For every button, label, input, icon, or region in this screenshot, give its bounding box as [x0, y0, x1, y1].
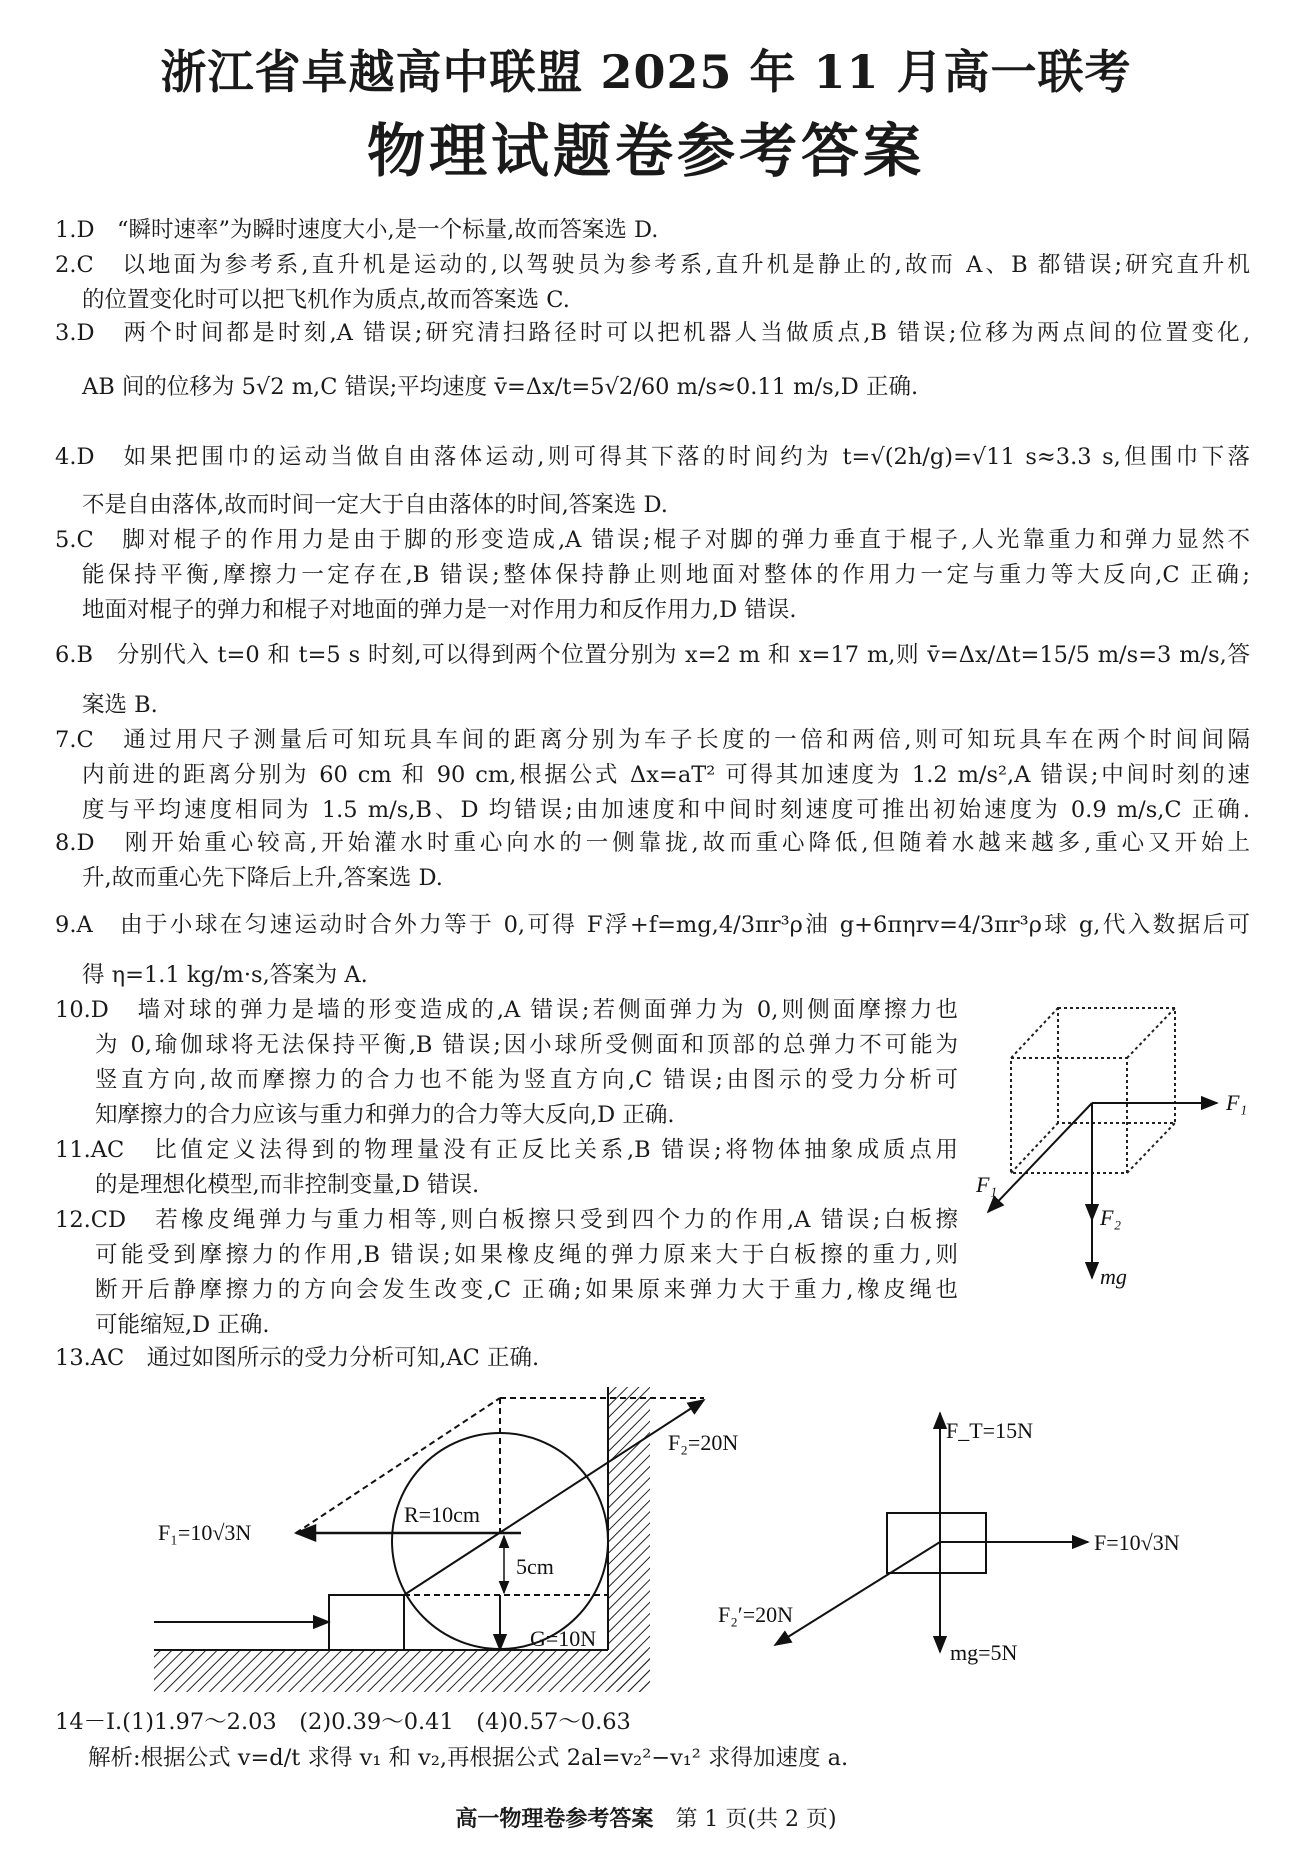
- label-f1-diag: F₁: [976, 1172, 998, 1197]
- answer-2-line: 2.C 以地面为参考系,直升机是运动的,以驾驶员为参考系,直升机是静止的,故而 A、B 都错误;研究直升机: [55, 252, 1250, 278]
- label-r: R=10cm: [404, 1502, 480, 1527]
- answer-5-line: 能保持平衡,摩擦力一定存在,B 错误;整体保持静止则地面对整体的作用力一定与重力等大反向,C 正确;: [82, 562, 1250, 588]
- label-g: G=10N: [530, 1626, 597, 1651]
- f1-diag-arrow: [988, 1103, 1092, 1212]
- label-f2-prime: F₂′=20N: [718, 1602, 794, 1627]
- ground-hatch: [154, 1650, 650, 1692]
- answer-10-line: 竖直方向,故而摩擦力的合力也不能为竖直方向,C 错误;由图示的受力分析可: [95, 1067, 958, 1093]
- answer-4-line: 不是自由落体,故而时间一定大于自由落体的时间,答案选 D.: [82, 492, 668, 518]
- answer-8-line: 8.D 刚开始重心较高,开始灌水时重心向水的一侧靠拢,故而重心降低,但随着水越来越多,重心又开始上: [55, 830, 1250, 856]
- answer-6-line: 案选 B.: [82, 692, 158, 718]
- block: [329, 1595, 404, 1650]
- answer-7-line: 内前进的距离分别为 60 cm 和 90 cm,根据公式 Δx=aT² 可得其加速度为 1.2 m/s²,A 错误;中间时刻的速: [82, 762, 1250, 788]
- label-5cm: 5cm: [516, 1554, 554, 1579]
- label-ft: F_T=15N: [946, 1418, 1033, 1443]
- answer-2-line: 的位置变化时可以把飞机作为质点,故而答案选 C.: [82, 287, 570, 313]
- answer-9-line: 得 η=1.1 kg/m·s,答案为 A.: [82, 962, 368, 988]
- answer-1-line: 1.D “瞬时速率”为瞬时速度大小,是一个标量,故而答案选 D.: [55, 217, 659, 243]
- answer-8-line: 升,故而重心先下降后上升,答案选 D.: [82, 865, 443, 891]
- label-f: F=10√3N: [1094, 1530, 1180, 1555]
- label-f1-right: F₁: [1226, 1090, 1248, 1115]
- answer-3-line: 3.D 两个时间都是时刻,A 错误;研究清扫路径时可以把机器人当做质点,B 错误;位移为两点间的位置变化,: [55, 320, 1250, 346]
- q13-ball-diagram: [154, 1387, 738, 1692]
- answer-5-line: 地面对棍子的弹力和棍子对地面的弹力是一对作用力和反作用力,D 错误.: [82, 597, 797, 623]
- answer-10-line: 知摩擦力的合力应该与重力和弹力的合力等大反向,D 正确.: [95, 1102, 675, 1128]
- label-f1: F₁=10√3N: [158, 1520, 252, 1545]
- label-mg: mg: [1100, 1264, 1127, 1289]
- answer-5-line: 5.C 脚对棍子的作用力是由于脚的形变造成,A 错误;棍子对脚的弹力垂直于棍子,人光靠重力和弹力显然不: [55, 527, 1250, 553]
- q13-block-diagram: [718, 1413, 1180, 1665]
- wall-hatch: [608, 1387, 650, 1692]
- answer-9-line: 9.A 由于小球在匀速运动时合外力等于 0,可得 F浮+f=mg,4/3πr³ρ油 g+6πηrv=4/3πr³ρ球 g,代入数据后可: [55, 912, 1250, 938]
- answer-7-line: 7.C 通过用尺子测量后可知玩具车间的距离分别为车子长度的一倍和两倍,则可知玩具车在两个时间间隔: [55, 727, 1250, 753]
- answer-12-line: 断开后静摩擦力的方向会发生改变,C 正确;如果原来弹力大于重力,橡皮绳也: [95, 1277, 958, 1303]
- answer-12-line: 可能缩短,D 正确.: [95, 1312, 270, 1338]
- answer-10-line: 为 0,瑜伽球将无法保持平衡,B 错误;因小球所受侧面和顶部的总弹力不可能为: [95, 1032, 958, 1058]
- label-mg: mg=5N: [950, 1640, 1018, 1665]
- answer-14-line: 14－Ⅰ.(1)1.97～2.03 (2)0.39～0.41 (4)0.57～0.63: [55, 1709, 631, 1735]
- label-f2: F₂=20N: [668, 1430, 739, 1455]
- f2-arrow: [404, 1400, 704, 1595]
- answer-13-line: 13.AC 通过如图所示的受力分析可知,AC 正确.: [55, 1345, 540, 1371]
- answer-11-line: 的是理想化模型,而非控制变量,D 错误.: [95, 1172, 480, 1198]
- answer-10-line: 10.D 墙对球的弹力是墙的形变造成的,A 错误;若侧面弹力为 0,则侧面摩擦力也: [55, 997, 958, 1023]
- answer-6-line: 6.B 分别代入 t=0 和 t=5 s 时刻,可以得到两个位置分别为 x=2 m 和 x=17 m,则 v̄=Δx/Δt=15/5 m/s=3 m/s,答: [55, 642, 1250, 668]
- page-footer: [0, 1802, 1292, 1833]
- answer-14-analysis: 解析:根据公式 v=d/t 求得 v₁ 和 v₂,再根据公式 2al=v₂²−v₁² 求得加速度 a.: [88, 1745, 849, 1771]
- footer-page: 第 1 页(共 2 页): [675, 1807, 837, 1832]
- answer-3-line: AB 间的位移为 5√2 m,C 错误;平均速度 v̄=Δx/t=5√2/60 m/s≈0.11 m/s,D 正确.: [82, 374, 919, 400]
- title-line2: 物理试题卷参考答案: [366, 117, 925, 185]
- answer-7-line: 度与平均速度相同为 1.5 m/s,B、D 均错误;由加速度和中间时刻速度可推出初始速度为 0.9 m/s,C 正确.: [82, 797, 1250, 823]
- answer-4-line: 4.D 如果把围巾的运动当做自由落体运动,则可得其下落的时间约为 t=√(2h/g)=√11 s≈3.3 s,但围巾下落: [55, 444, 1250, 470]
- footer-title: 高一物理卷参考答案: [455, 1806, 654, 1832]
- label-f2: F₂: [1100, 1205, 1122, 1230]
- answer-11-line: 11.AC 比值定义法得到的物理量没有正反比关系,B 错误;将物体抽象成质点用: [55, 1137, 958, 1163]
- answer-12-line: 12.CD 若橡皮绳弹力与重力相等,则白板擦只受到四个力的作用,A 错误;白板擦: [55, 1207, 958, 1233]
- answer-12-line: 可能受到摩擦力的作用,B 错误;如果橡皮绳的弹力原来大于白板擦的重力,则: [95, 1242, 958, 1268]
- title-line1: 浙江省卓越高中联盟 2025 年 11 月高一联考: [160, 45, 1132, 99]
